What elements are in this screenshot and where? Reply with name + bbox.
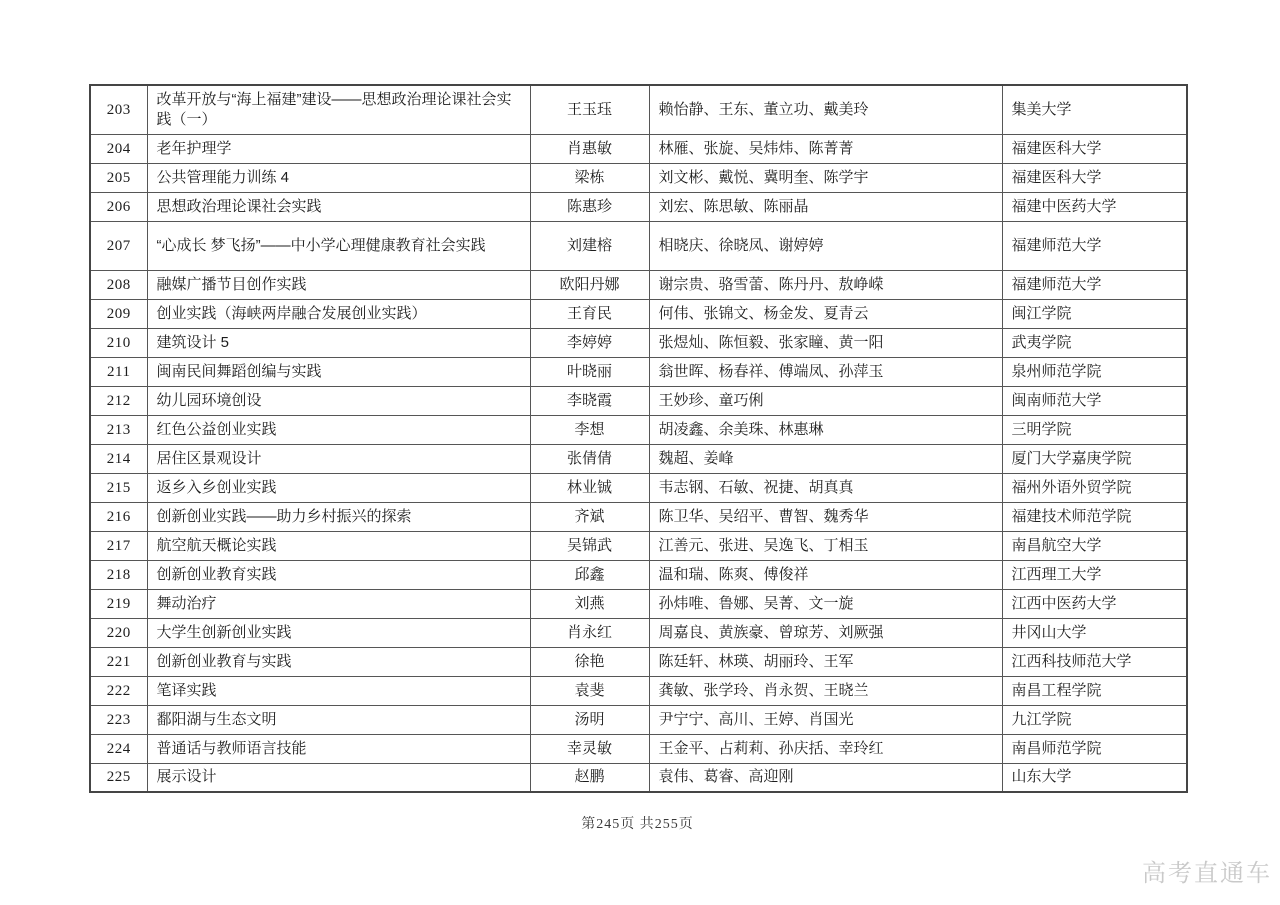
university: 三明学院: [1002, 415, 1187, 444]
course-name: 老年护理学: [147, 134, 530, 163]
table-row: [90, 531, 1187, 560]
course-name: 返乡入乡创业实践: [147, 473, 530, 502]
course-name: 展示设计: [147, 763, 530, 792]
leader-name: 林业铖: [530, 473, 649, 502]
university: 江西理工大学: [1002, 560, 1187, 589]
leader-name: 刘燕: [530, 589, 649, 618]
row-number: 221: [90, 647, 147, 676]
university: 山东大学: [1002, 763, 1187, 792]
university: 福建医科大学: [1002, 163, 1187, 192]
course-name: 大学生创新创业实践: [147, 618, 530, 647]
table-row: [90, 705, 1187, 734]
leader-name: 幸灵敏: [530, 734, 649, 763]
row-number: 215: [90, 473, 147, 502]
team-members: 魏超、姜峰: [649, 444, 1002, 473]
team-members: 韦志钢、石敏、祝捷、胡真真: [649, 473, 1002, 502]
team-members: 翁世晖、杨春祥、傅端凤、孙萍玉: [649, 357, 1002, 386]
row-number: 224: [90, 734, 147, 763]
leader-name: 王玉珏: [530, 85, 649, 134]
table-row: [90, 647, 1187, 676]
university: 闽南师范大学: [1002, 386, 1187, 415]
university: 南昌工程学院: [1002, 676, 1187, 705]
course-name: 红色公益创业实践: [147, 415, 530, 444]
table-row: [90, 328, 1187, 357]
university: 武夷学院: [1002, 328, 1187, 357]
leader-name: 叶晓丽: [530, 357, 649, 386]
course-name: 创业实践（海峡两岸融合发展创业实践）: [147, 299, 530, 328]
team-members: 刘宏、陈思敏、陈丽晶: [649, 192, 1002, 221]
table-row: [90, 415, 1187, 444]
table-row: [90, 502, 1187, 531]
university: 福建师范大学: [1002, 270, 1187, 299]
table-row: [90, 444, 1187, 473]
team-members: 赖怡静、王东、董立功、戴美玲: [649, 85, 1002, 134]
leader-name: 张倩倩: [530, 444, 649, 473]
row-number: 225: [90, 763, 147, 792]
team-members: 江善元、张进、吴逸飞、丁相玉: [649, 531, 1002, 560]
row-number: 209: [90, 299, 147, 328]
team-members: 陈廷轩、林瑛、胡丽玲、王军: [649, 647, 1002, 676]
table-row: [90, 473, 1187, 502]
row-number: 205: [90, 163, 147, 192]
row-number: 218: [90, 560, 147, 589]
table-row: [90, 763, 1187, 792]
leader-name: 李晓霞: [530, 386, 649, 415]
row-number: 216: [90, 502, 147, 531]
table-row: [90, 386, 1187, 415]
row-number: 220: [90, 618, 147, 647]
table-row: [90, 270, 1187, 299]
university: 福建医科大学: [1002, 134, 1187, 163]
team-members: 温和瑞、陈爽、傅俊祥: [649, 560, 1002, 589]
table-row: [90, 676, 1187, 705]
university: 集美大学: [1002, 85, 1187, 134]
course-name: 创新创业教育与实践: [147, 647, 530, 676]
row-number: 217: [90, 531, 147, 560]
university: 南昌师范学院: [1002, 734, 1187, 763]
course-name: 思想政治理论课社会实践: [147, 192, 530, 221]
team-members: 相晓庆、徐晓凤、谢婷婷: [649, 221, 1002, 270]
table-row: [90, 134, 1187, 163]
course-name: 鄱阳湖与生态文明: [147, 705, 530, 734]
university: 厦门大学嘉庚学院: [1002, 444, 1187, 473]
team-members: 周嘉良、黄族豪、曾琼芳、刘厥强: [649, 618, 1002, 647]
course-name: 创新创业实践——助力乡村振兴的探索: [147, 502, 530, 531]
course-name: 公共管理能力训练 4: [147, 163, 530, 192]
course-name: “心成长 梦飞扬”——中小学心理健康教育社会实践: [147, 221, 530, 270]
row-number: 207: [90, 221, 147, 270]
course-table: [89, 84, 1188, 793]
leader-name: 陈惠珍: [530, 192, 649, 221]
leader-name: 梁栋: [530, 163, 649, 192]
university: 江西中医药大学: [1002, 589, 1187, 618]
table-row: [90, 221, 1187, 270]
team-members: 胡凌鑫、余美珠、林惠琳: [649, 415, 1002, 444]
row-number: 223: [90, 705, 147, 734]
university: 福建中医药大学: [1002, 192, 1187, 221]
row-number: 212: [90, 386, 147, 415]
table-row: [90, 560, 1187, 589]
table-row: [90, 299, 1187, 328]
leader-name: 肖惠敏: [530, 134, 649, 163]
table-row: [90, 85, 1187, 134]
row-number: 210: [90, 328, 147, 357]
team-members: 何伟、张锦文、杨金发、夏青云: [649, 299, 1002, 328]
page-number-footer: 第245页 共255页: [581, 817, 694, 832]
table-row: [90, 589, 1187, 618]
row-number: 208: [90, 270, 147, 299]
course-name: 建筑设计 5: [147, 328, 530, 357]
row-number: 213: [90, 415, 147, 444]
team-members: 谢宗贵、骆雪蕾、陈丹丹、敖峥嵘: [649, 270, 1002, 299]
course-name: 笔译实践: [147, 676, 530, 705]
team-members: 王金平、占莉莉、孙庆括、幸玲红: [649, 734, 1002, 763]
university: 江西科技师范大学: [1002, 647, 1187, 676]
row-number: 211: [90, 357, 147, 386]
leader-name: 刘建榕: [530, 221, 649, 270]
table-row: [90, 618, 1187, 647]
leader-name: 邱鑫: [530, 560, 649, 589]
university: 九江学院: [1002, 705, 1187, 734]
course-name: 融媒广播节目创作实践: [147, 270, 530, 299]
university: 福州外语外贸学院: [1002, 473, 1187, 502]
university: 南昌航空大学: [1002, 531, 1187, 560]
course-name: 幼儿园环境创设: [147, 386, 530, 415]
university: 泉州师范学院: [1002, 357, 1187, 386]
team-members: 王妙珍、童巧俐: [649, 386, 1002, 415]
course-name: 普通话与教师语言技能: [147, 734, 530, 763]
row-number: 204: [90, 134, 147, 163]
team-members: 尹宁宁、高川、王婷、肖国光: [649, 705, 1002, 734]
row-number: 222: [90, 676, 147, 705]
leader-name: 王育民: [530, 299, 649, 328]
team-members: 林雁、张旋、吴炜炜、陈菁菁: [649, 134, 1002, 163]
university: 福建师范大学: [1002, 221, 1187, 270]
table-row: [90, 192, 1187, 221]
course-name: 舞动治疗: [147, 589, 530, 618]
row-number: 214: [90, 444, 147, 473]
leader-name: 齐斌: [530, 502, 649, 531]
course-name: 创新创业教育实践: [147, 560, 530, 589]
course-name: 航空航天概论实践: [147, 531, 530, 560]
team-members: 刘文彬、戴悦、冀明奎、陈学宇: [649, 163, 1002, 192]
watermark-text: 高考直通车: [1142, 860, 1272, 887]
leader-name: 李婷婷: [530, 328, 649, 357]
university: 井冈山大学: [1002, 618, 1187, 647]
university: 闽江学院: [1002, 299, 1187, 328]
table-row: [90, 357, 1187, 386]
table-row: [90, 734, 1187, 763]
team-members: 张煜灿、陈恒毅、张家瞳、黄一阳: [649, 328, 1002, 357]
team-members: 龚敏、张学玲、肖永贺、王晓兰: [649, 676, 1002, 705]
leader-name: 吴锦武: [530, 531, 649, 560]
leader-name: 赵鹏: [530, 763, 649, 792]
leader-name: 欧阳丹娜: [530, 270, 649, 299]
row-number: 206: [90, 192, 147, 221]
leader-name: 袁斐: [530, 676, 649, 705]
leader-name: 李想: [530, 415, 649, 444]
leader-name: 徐艳: [530, 647, 649, 676]
team-members: 孙炜唯、鲁娜、吴菁、文一旋: [649, 589, 1002, 618]
university: 福建技术师范学院: [1002, 502, 1187, 531]
course-name: 闽南民间舞蹈创编与实践: [147, 357, 530, 386]
row-number: 203: [90, 85, 147, 134]
row-number: 219: [90, 589, 147, 618]
team-members: 袁伟、葛睿、高迎刚: [649, 763, 1002, 792]
leader-name: 肖永红: [530, 618, 649, 647]
leader-name: 汤明: [530, 705, 649, 734]
table-row: [90, 163, 1187, 192]
course-name: 改革开放与“海上福建”建设——思想政治理论课社会实践（一）: [147, 85, 530, 134]
course-name: 居住区景观设计: [147, 444, 530, 473]
team-members: 陈卫华、吴绍平、曹智、魏秀华: [649, 502, 1002, 531]
